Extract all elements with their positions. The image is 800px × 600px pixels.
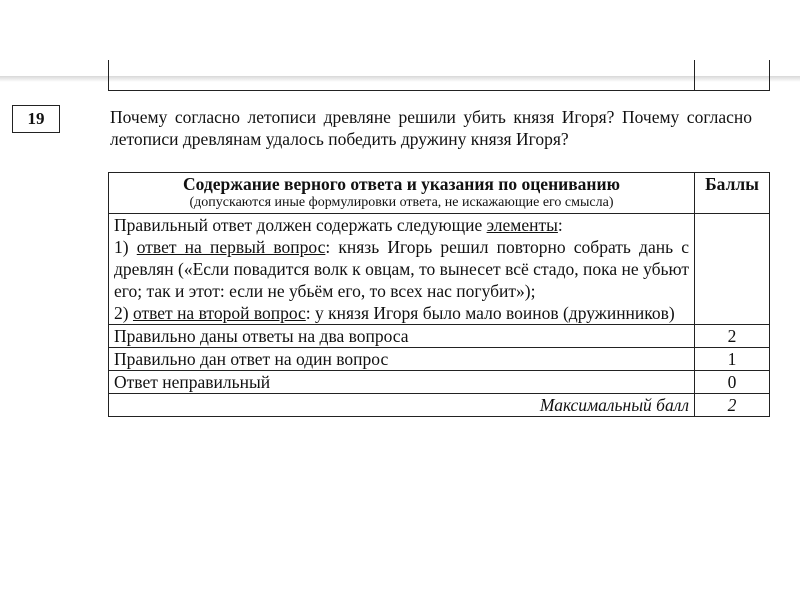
table-row	[109, 348, 770, 371]
table-row	[109, 325, 770, 348]
criterion: Правильно дан ответ на один вопрос	[109, 348, 695, 371]
points: 1	[695, 348, 770, 371]
answer-points-empty	[695, 214, 770, 325]
item1-label: ответ на первый вопрос	[136, 237, 326, 257]
grading-table	[108, 172, 770, 417]
max-score-points: 2	[695, 394, 770, 417]
criterion: Ответ неправильный	[109, 371, 695, 394]
question-number: 19	[12, 105, 60, 133]
table-header-row	[109, 173, 770, 214]
points: 0	[695, 371, 770, 394]
content-header	[109, 173, 695, 214]
content-header-title: Содержание верного ответа и указания по оцениванию	[183, 174, 620, 194]
answer-intro-end: :	[557, 215, 563, 235]
answer-intro: Правильный ответ должен содержать следующие	[114, 215, 487, 235]
max-score-label: Максимальный балл	[109, 394, 695, 417]
criterion: Правильно даны ответы на два вопроса	[109, 325, 695, 348]
points-header: Баллы	[695, 173, 770, 214]
content-header-subtitle: (допускаются иные формулировки ответа, не искажающие его смысла)	[189, 195, 614, 210]
item1-text: : князь Игорь решил повторно собрать дань с древлян («Если повадится волк к овцам, то вынесет всё стадо, пока не убьют его; так и этот: если не убьём его, то всех нас погубит»);	[114, 237, 690, 301]
answer-content	[109, 214, 695, 325]
table-row	[109, 371, 770, 394]
item1-number: 1)	[114, 237, 137, 257]
points: 2	[695, 325, 770, 348]
answer-row	[109, 214, 770, 325]
item2-label: ответ на второй вопрос	[132, 303, 306, 323]
question-text: Почему согласно летописи древляне решили убить князя Игоря? Почему согласно летописи древлянам удалось победить дружину князя Игоря?	[110, 107, 752, 149]
answer-elements-term: элементы	[486, 215, 558, 235]
max-score-row	[109, 394, 770, 417]
item2-text: : у князя Игоря было мало воинов (дружинников)	[305, 303, 675, 323]
item2-number: 2)	[114, 303, 133, 323]
previous-table-fragment	[108, 60, 770, 91]
